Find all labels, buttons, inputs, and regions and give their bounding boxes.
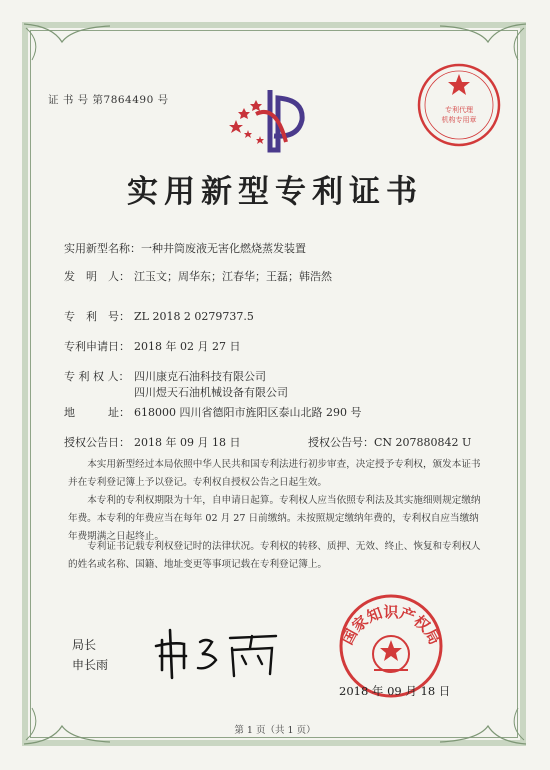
patent-number-label: 专 利 号： xyxy=(64,310,130,323)
corner-ornament-top-right xyxy=(438,22,528,62)
certificate-title: 实用新型专利证书 xyxy=(127,174,423,210)
svg-text:机构专用章: 机构专用章 xyxy=(441,116,477,124)
handwritten-signature xyxy=(154,624,284,684)
patent-number-value: ZL 2018 2 0279737.5 xyxy=(134,310,254,323)
agency-seal-top xyxy=(414,60,504,150)
patentee-value-2: 四川煜天石油机械设备有限公司 xyxy=(134,386,288,399)
sipo-logo xyxy=(226,84,330,156)
utility-name-row xyxy=(64,240,306,256)
address-label: 地 址： xyxy=(64,406,130,419)
page-footer: 第 1 页（共 1 页） xyxy=(234,725,316,736)
patentee-value-1: 四川康克石油科技有限公司 xyxy=(134,370,266,383)
inventor-label: 发 明 人： xyxy=(64,270,130,283)
address-value: 618000 四川省德阳市旌阳区泰山北路 290 号 xyxy=(134,406,362,419)
utility-name-label: 实用新型名称： xyxy=(64,242,141,255)
body-paragraph-2: 本专利的专利权期限为十年，自申请日起算。专利权人应当依照专利法及其实施细则规定缴纳年费。本专利的年费应当在每年 02 月 27 日前缴纳。未按照规定缴纳年费的，专利权自应当缴纳年费期满之日起终止。 xyxy=(68,495,481,542)
patentee-label: 专 利 权 人： xyxy=(64,370,130,383)
seal-arc-text: 国家知识产权局 xyxy=(338,603,444,648)
body-paragraph-3: 专利证书记载专利权登记时的法律状况。专利权的转移、质押、无效、终止、恢复和专利权人的姓名或名称、国籍、地址变更等事项记载在专利登记簿上。 xyxy=(68,541,481,570)
corner-ornament-top-left xyxy=(22,22,112,62)
seal-date: 2018 年 09 月 18 日 xyxy=(339,684,451,698)
grant-date-row xyxy=(64,434,240,450)
filing-date-label: 专利申请日： xyxy=(64,340,130,353)
grant-number-value: CN 207880842 U xyxy=(374,436,472,449)
address-row xyxy=(64,404,361,420)
grant-date-value: 2018 年 09 月 18 日 xyxy=(134,436,241,449)
director-name: 申长雨 xyxy=(72,658,109,672)
svg-text:专利代理: 专利代理 xyxy=(445,106,473,114)
director-title: 局长 xyxy=(72,638,97,652)
inventor-value: 江玉文；周华东；江春华；王磊；韩浩然 xyxy=(134,270,332,283)
body-paragraph-1: 本实用新型经过本局依照中华人民共和国专利法进行初步审查，决定授予专利权，颁发本证书并在专利登记簿上予以登记。专利权自授权公告之日起生效。 xyxy=(68,459,481,488)
grant-date-label: 授权公告日： xyxy=(64,436,130,449)
patentee-row xyxy=(64,368,266,384)
patentee-row-2 xyxy=(134,384,288,400)
certificate-number: 证 书 号 第7864490 号 xyxy=(48,94,169,106)
utility-name-value: 一种井筒废液无害化燃烧蒸发装置 xyxy=(141,242,306,255)
inventor-row xyxy=(64,268,332,284)
filing-date-value: 2018 年 02 月 27 日 xyxy=(134,340,241,353)
filing-date-row xyxy=(64,338,240,354)
patent-number-row xyxy=(64,308,254,324)
grant-number-label: 授权公告号： xyxy=(308,436,374,449)
grant-number-row xyxy=(308,434,471,450)
